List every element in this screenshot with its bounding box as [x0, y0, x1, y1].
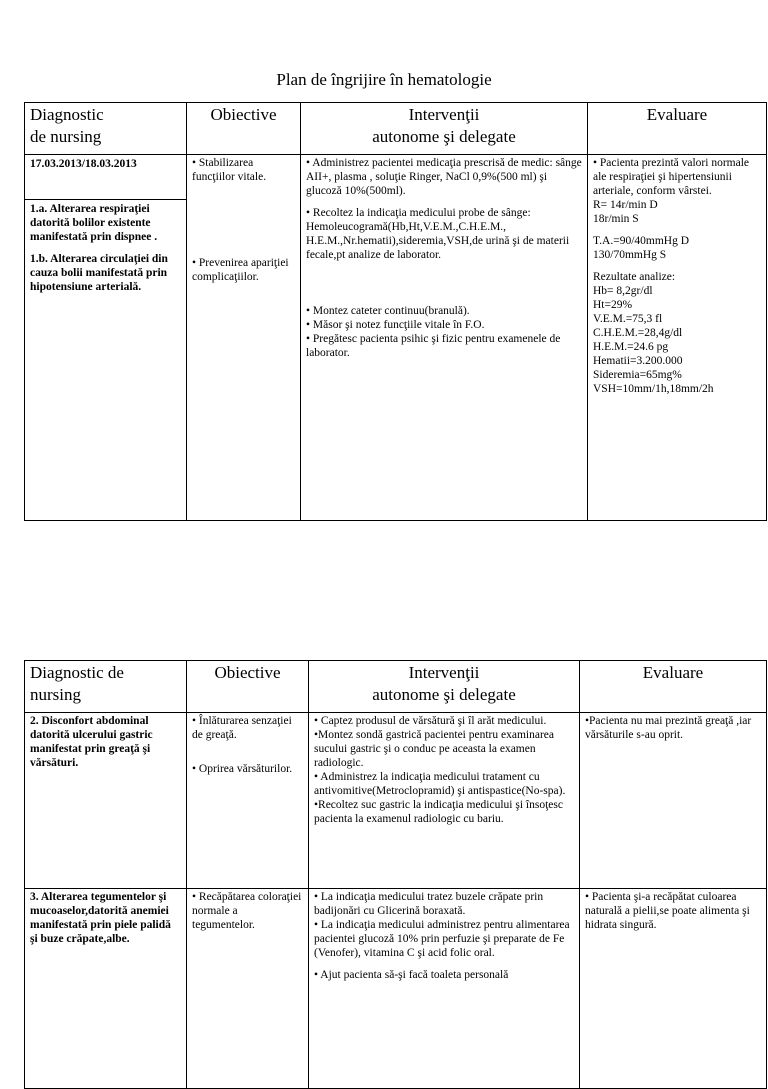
- objective-1: • Stabilizarea funcţiilor vitale.: [192, 157, 267, 183]
- interventions-cell: [301, 155, 588, 521]
- header-evaluation: Evaluare: [588, 103, 767, 155]
- evaluation-cell: [588, 155, 767, 521]
- table-header-row: [25, 661, 767, 713]
- intervention-1: • La indicaţia medicului tratez buzele crăpate prin badijonări cu Glicerină boraxată.: [314, 891, 544, 917]
- header-interventions: Intervenţii autonome şi delegate: [309, 661, 580, 713]
- evaluation-1: • Pacienta prezintă valori normale ale respiraţiei şi hipertensiunii arteriale, conform vârstei. R= 14r/min D 18r/min S: [593, 157, 750, 225]
- objective-2: • Prevenirea apariţiei complicaţiilor.: [192, 257, 289, 283]
- diagnostic-1b: 1.b. Alterarea circulaţiei din cauza bolii manifestată prin hipotensiune arterială.: [30, 253, 168, 293]
- intervention-1: • Administrez pacientei medicaţia prescrisă de medic: sânge AII+, plasma , soluţie Ringer, NaCl 0,9%(500 ml) şi glucoză 10%(500ml).: [306, 157, 582, 197]
- objectives-cell: [187, 713, 309, 889]
- intervention-3: • Montez cateter continuu(branulă). • Măsor şi notez funcţiile vitale în F.O. • Pregătesc pacienta psihic şi fizic pentru examenele de laborator.: [306, 305, 561, 359]
- table-header-row: [25, 103, 767, 155]
- diagnostic-1a: 1.a. Alterarea respiraţiei datorită bolilor existente manifestată prin dispnee .: [30, 203, 158, 243]
- header-objectives: Obiective: [187, 661, 309, 713]
- diagnostic-3: 3. Alterarea tegumentelor şi mucoaselor,datorită anemiei manifestată prin piele palidă şi buze crăpate,albe.: [25, 889, 187, 1089]
- evaluation-cell: •Pacienta nu mai prezintă greaţă ,iar vărsăturile s-au oprit.: [580, 713, 767, 889]
- header-diagnostic: Diagnostic de nursing: [25, 103, 187, 155]
- date-cell: 17.03.2013/18.03.2013: [30, 158, 137, 170]
- interventions-cell: [309, 889, 580, 1089]
- objectives-cell: [187, 155, 301, 521]
- interventions-cell: • Captez produsul de vărsătură şi îl arăt medicului. •Montez sondă gastrică pacientei pentru examinarea sucului gastric şi o conduc pe aceasta la examen radiologic. • Administrez la indicaţia medicului tratament cu antivomitive(Metroclopramid) şi antispastice(No-spa). •Recoltez suc gastric la indicaţia medicului şi însoţesc pacienta la examenul radiologic cu bariu.: [309, 713, 580, 889]
- evaluation-2: T.A.=90/40mmHg D 130/70mmHg S: [593, 235, 690, 261]
- diagnostic-cell: [25, 155, 187, 521]
- intervention-2: • La indicaţia medicului administrez pentru alimentarea pacientei glucoză 10% prin perfuzie şi preparate de Fe (Venofer), vitamina C şi acid folic oral.: [314, 919, 570, 959]
- table-row: [25, 713, 767, 889]
- table-row: [25, 889, 767, 1089]
- page-title: Plan de îngrijire în hematologie: [276, 70, 492, 89]
- intervention-3: • Ajut pacienta să-şi facă toaleta personală: [314, 969, 509, 981]
- evaluation-cell: • Pacienta şi-a recăpătat culoarea naturală a pielii,se poate alimenta şi hidrata singură.: [580, 889, 767, 1089]
- header-interventions: Intervenţii autonome şi delegate: [301, 103, 588, 155]
- objective-2: • Oprirea vărsăturilor.: [192, 763, 293, 775]
- intervention-2: • Recoltez la indicaţia medicului probe de sânge: Hemoleucogramă(Hb,Ht,V.E.M.,C.H.E.M., H.E.M.,Nr.hematii),sideremia,VSH,de urină şi de materii fecale,pt analize de laborator.: [306, 207, 570, 261]
- header-diagnostic: Diagnostic de nursing: [25, 661, 187, 713]
- table-row: [25, 155, 767, 521]
- header-evaluation: Evaluare: [580, 661, 767, 713]
- objective-1: • Înlăturarea senzaţiei de greaţă.: [192, 715, 292, 741]
- objective-cell: • Recăpătarea coloraţiei normale a tegumentelor.: [187, 889, 309, 1089]
- diagnostic-text: [25, 199, 186, 296]
- care-plan-table-2: [24, 660, 767, 1089]
- diagnostic-2: 2. Disconfort abdominal datorită ulcerului gastric manifestat prin greaţă şi vărsături.: [25, 713, 187, 889]
- care-plan-table-1: [24, 102, 767, 521]
- evaluation-3: Rezultate analize: Hb= 8,2gr/dl Ht=29% V.E.M.=75,3 fl C.H.E.M.=28,4g/dl H.E.M.=24.6 pg Hematii=3.200.000 Sideremia=65mg% VSH=10mm/1h,18mm/2h: [593, 271, 714, 395]
- header-objectives: Obiective: [187, 103, 301, 155]
